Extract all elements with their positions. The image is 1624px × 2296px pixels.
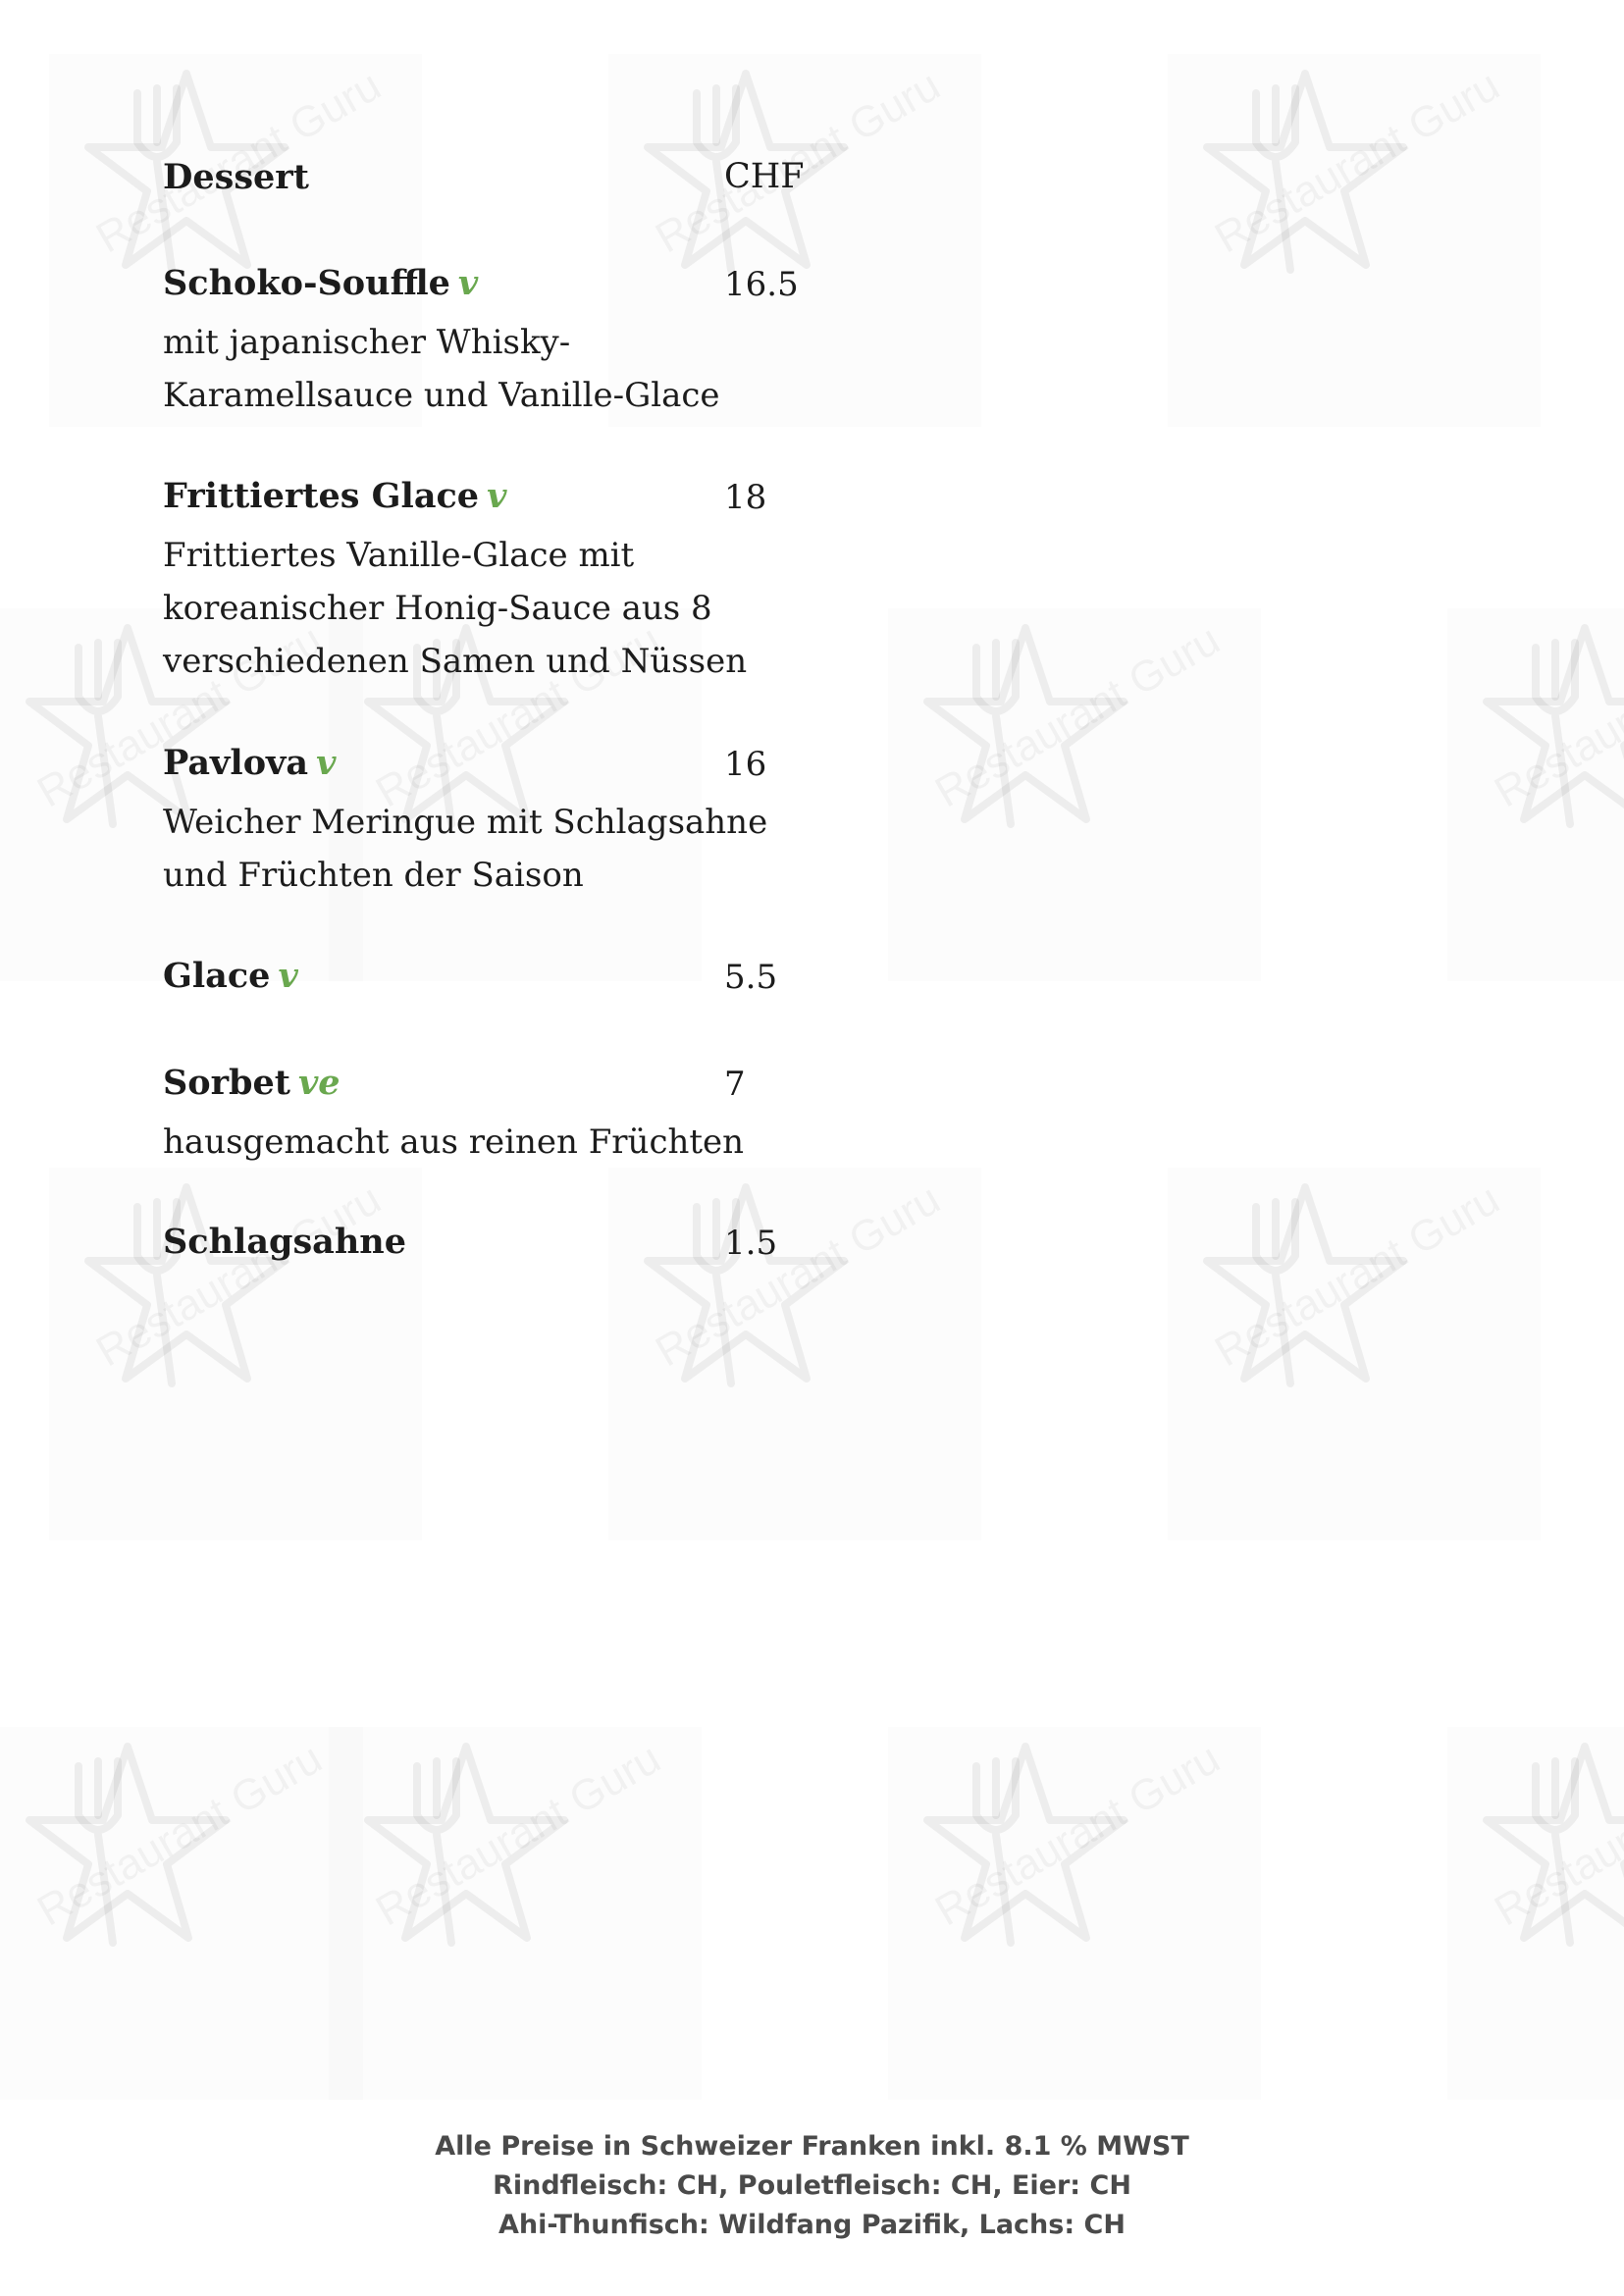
item-name: Schlagsahne [163, 1222, 407, 1262]
star-fork-icon [917, 1737, 1133, 1957]
item-description: mit japanischer Whisky- [163, 323, 571, 362]
watermark-tile [888, 1727, 1261, 2100]
item-price: 7 [724, 1065, 746, 1104]
item-price: 16 [724, 745, 767, 784]
watermark-text [88, 1174, 390, 1377]
watermark-text [927, 615, 1229, 817]
watermark-text [1207, 61, 1508, 263]
item-price: 1.5 [724, 1224, 778, 1263]
watermark-tile [329, 1727, 702, 2100]
menu-item-frittiertes-glace [163, 476, 850, 688]
footer-line-fish-origin: Ahi-Thunfisch: Wildfang Pazifik, Lachs: CH [498, 2210, 1126, 2240]
footer-line-vat: Alle Preise in Schweizer Franken inkl. 8.1 % MWST [435, 2131, 1189, 2162]
star-fork-icon [1197, 1177, 1413, 1397]
watermark-tile [1447, 1727, 1624, 2100]
watermark-tile [1168, 54, 1541, 427]
menu-item-glace [163, 956, 850, 1009]
menu-item-sorbet [163, 1063, 850, 1169]
vegetarian-tag: v [457, 263, 479, 303]
item-description: verschiedenen Samen und Nüssen [163, 642, 748, 681]
watermark-text [648, 1174, 949, 1377]
item-description: und Früchten der Saison [163, 856, 584, 895]
vegetarian-tag: v [278, 956, 298, 996]
watermark-text [368, 1734, 669, 1936]
item-name: Sorbet ve [163, 1063, 341, 1103]
footer-notes [0, 2127, 1624, 2245]
item-description: Frittiertes Vanille-Glace mit [163, 536, 635, 575]
watermark-tile [888, 608, 1261, 981]
item-name: Pavlova v [163, 743, 337, 783]
item-description: koreanischer Honig-Sauce aus 8 [163, 589, 712, 628]
watermark-tile [0, 1727, 363, 2100]
item-name: Frittiertes Glace v [163, 476, 507, 516]
item-description: Karamellsauce und Vanille-Glace [163, 376, 720, 415]
currency-label: CHF [724, 157, 805, 196]
footer-line-meat-origin: Rindfleisch: CH, Pouletfleisch: CH, Eier: CH [493, 2170, 1131, 2201]
watermark-text [29, 1734, 331, 1936]
star-fork-icon [79, 1177, 294, 1397]
item-description: Weicher Meringue mit Schlagsahne [163, 803, 768, 842]
item-name: Schoko-Souffle v [163, 263, 479, 303]
vegetarian-tag: v [487, 476, 507, 516]
item-price: 5.5 [724, 958, 778, 997]
item-price: 16.5 [724, 265, 799, 304]
watermark-tile [1168, 1168, 1541, 1540]
watermark-text [1487, 615, 1624, 817]
watermark-tile [1447, 608, 1624, 981]
menu-item-schlagsahne [163, 1222, 850, 1275]
star-fork-icon [917, 618, 1133, 838]
star-fork-icon [1197, 64, 1413, 284]
star-fork-icon [638, 1177, 854, 1397]
menu-item-schoko-souffle [163, 263, 850, 422]
star-fork-icon [1477, 618, 1624, 838]
vegetarian-tag: v [316, 743, 337, 783]
vegan-tag: ve [297, 1063, 341, 1103]
section-title: Dessert [163, 157, 309, 197]
item-description: hausgemacht aus reinen Früchten [163, 1122, 745, 1162]
star-fork-icon [358, 1737, 574, 1957]
watermark-text [927, 1734, 1229, 1936]
item-price: 18 [724, 478, 767, 517]
watermark-text [1487, 1734, 1624, 1936]
star-fork-icon [20, 1737, 236, 1957]
star-fork-icon [1477, 1737, 1624, 1957]
item-name: Glace v [163, 956, 298, 996]
menu-item-pavlova [163, 743, 850, 902]
watermark-text [1207, 1174, 1508, 1377]
